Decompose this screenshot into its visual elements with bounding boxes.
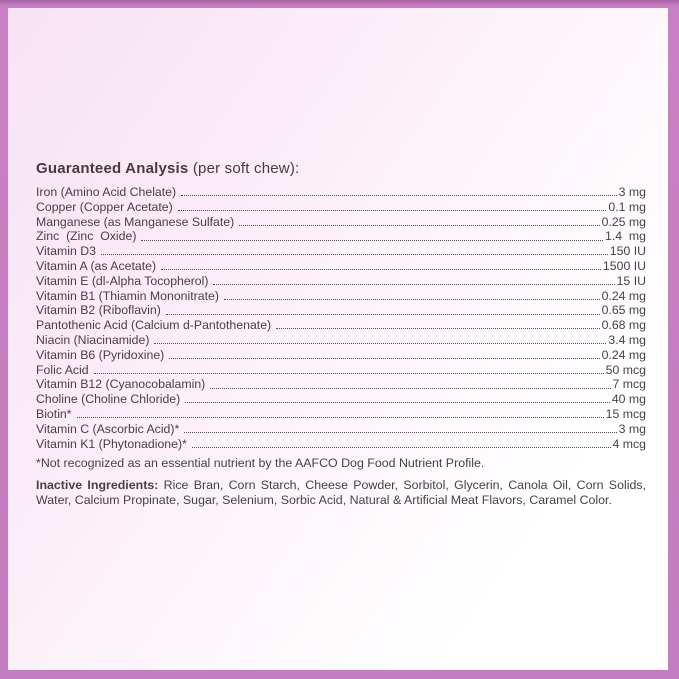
label-content [8, 8, 668, 508]
dot-leader [141, 240, 603, 241]
nutrient-value: 7 mcg [612, 377, 646, 392]
nutrient-value: 15 mcg [605, 406, 646, 421]
dot-leader [224, 299, 600, 300]
nutrient-label: Vitamin E (dl-Alpha Tocopherol) [36, 273, 209, 288]
nutrient-value: 3 mg [618, 421, 646, 436]
analysis-row [36, 244, 646, 259]
nutrient-label: Vitamin B6 (Pyridoxine) [36, 347, 165, 362]
nutrient-label: Copper (Copper Acetate) [36, 199, 173, 214]
dot-leader [239, 225, 599, 226]
analysis-rows [36, 185, 646, 451]
analysis-row [36, 200, 646, 215]
analysis-row [36, 215, 646, 230]
analysis-row [36, 377, 646, 392]
analysis-row [36, 407, 646, 422]
nutrient-label: Choline (Choline Chloride) [36, 392, 181, 407]
guaranteed-analysis-title [36, 159, 646, 178]
dot-leader [169, 358, 599, 359]
analysis-row [36, 348, 646, 363]
nutrient-label: Zinc (Zinc Oxide) [36, 229, 137, 244]
dot-leader [94, 373, 604, 374]
nutrient-label: Vitamin B2 (Riboflavin) [36, 303, 161, 318]
nutrient-label: Vitamin C (Ascorbic Acid)* [36, 421, 180, 436]
analysis-row [36, 229, 646, 244]
dot-leader [276, 328, 599, 329]
nutrient-label: Vitamin B1 (Thiamin Mononitrate) [36, 288, 219, 303]
nutrient-label: Biotin* [36, 406, 72, 421]
nutrient-value: 4 mcg [612, 436, 646, 451]
nutrient-value: 150 IU [609, 244, 646, 259]
nutrient-value: 0.24 mg [601, 288, 646, 303]
dot-leader [154, 343, 606, 344]
nutrient-label: Iron (Amino Acid Chelate) [36, 185, 177, 199]
analysis-row [36, 392, 646, 407]
nutrient-label: Niacin (Niacinamide) [36, 332, 150, 347]
nutrient-value: 15 IU [616, 273, 646, 288]
dot-leader [178, 210, 607, 211]
analysis-row [36, 259, 646, 274]
analysis-row [36, 303, 646, 318]
dot-leader [192, 447, 611, 448]
dot-leader [101, 254, 608, 255]
guaranteed-analysis-heading: Guaranteed Analysis [36, 160, 189, 177]
analysis-row [36, 333, 646, 348]
nutrient-value: 0.1 mg [608, 199, 646, 214]
aafco-footnote: *Not recognized as an essential nutrient by the AAFCO Dog Food Nutrient Profile. [36, 456, 485, 471]
nutrient-value: 40 mg [611, 392, 646, 407]
nutrient-label: Folic Acid [36, 362, 89, 377]
inactive-ingredients-label: Inactive Ingredients: [36, 478, 159, 493]
nutrient-value: 0.68 mg [601, 318, 646, 333]
per-soft-chew-suffix: (per soft chew): [188, 160, 300, 177]
analysis-row [36, 289, 646, 304]
analysis-row [36, 363, 646, 378]
nutrient-value: 3.4 mg [608, 332, 646, 347]
dot-leader [166, 314, 600, 315]
nutrient-label: Vitamin K1 (Phytonadione)* [36, 436, 187, 451]
nutrient-value: 50 mcg [605, 362, 646, 377]
nutrient-value: 0.25 mg [601, 214, 646, 229]
inactive-ingredients-text: Rice Bran, Corn Starch, Cheese Powder, Sorbitol, Glycerin, Canola Oil, Corn Solids, Water, Calcium Propinate, Sugar, Selenium, Sorbic Acid, Natural & Artificial Meat Flavors, Caramel Color. [36, 478, 646, 508]
analysis-row [36, 437, 646, 452]
label-background [8, 8, 668, 670]
nutrient-label: Pantothenic Acid (Calcium d-Pantothenate) [36, 318, 272, 333]
analysis-row [36, 274, 646, 289]
nutrient-value: 1500 IU [602, 258, 646, 273]
dot-leader [181, 195, 617, 196]
analysis-row [36, 422, 646, 437]
analysis-row [36, 318, 646, 333]
dot-leader [77, 417, 604, 418]
dot-leader [161, 269, 601, 270]
nutrient-label: Manganese (as Manganese Sulfate) [36, 214, 235, 229]
dot-leader [213, 284, 614, 285]
nutrient-value: 1.4 mg [604, 229, 646, 244]
nutrient-label: Vitamin B12 (Cyanocobalamin) [36, 377, 206, 392]
nutrient-value: 0.24 mg [601, 347, 646, 362]
nutrient-label: Vitamin A (as Acetate) [36, 258, 157, 273]
dot-leader [185, 402, 610, 403]
nutrient-label: Vitamin D3 [36, 244, 96, 259]
analysis-row [36, 185, 646, 200]
dot-leader [184, 432, 616, 433]
nutrient-value: 3 mg [618, 185, 646, 199]
dot-leader [210, 388, 610, 389]
nutrient-value: 0.65 mg [601, 303, 646, 318]
inactive-ingredients [36, 478, 646, 508]
